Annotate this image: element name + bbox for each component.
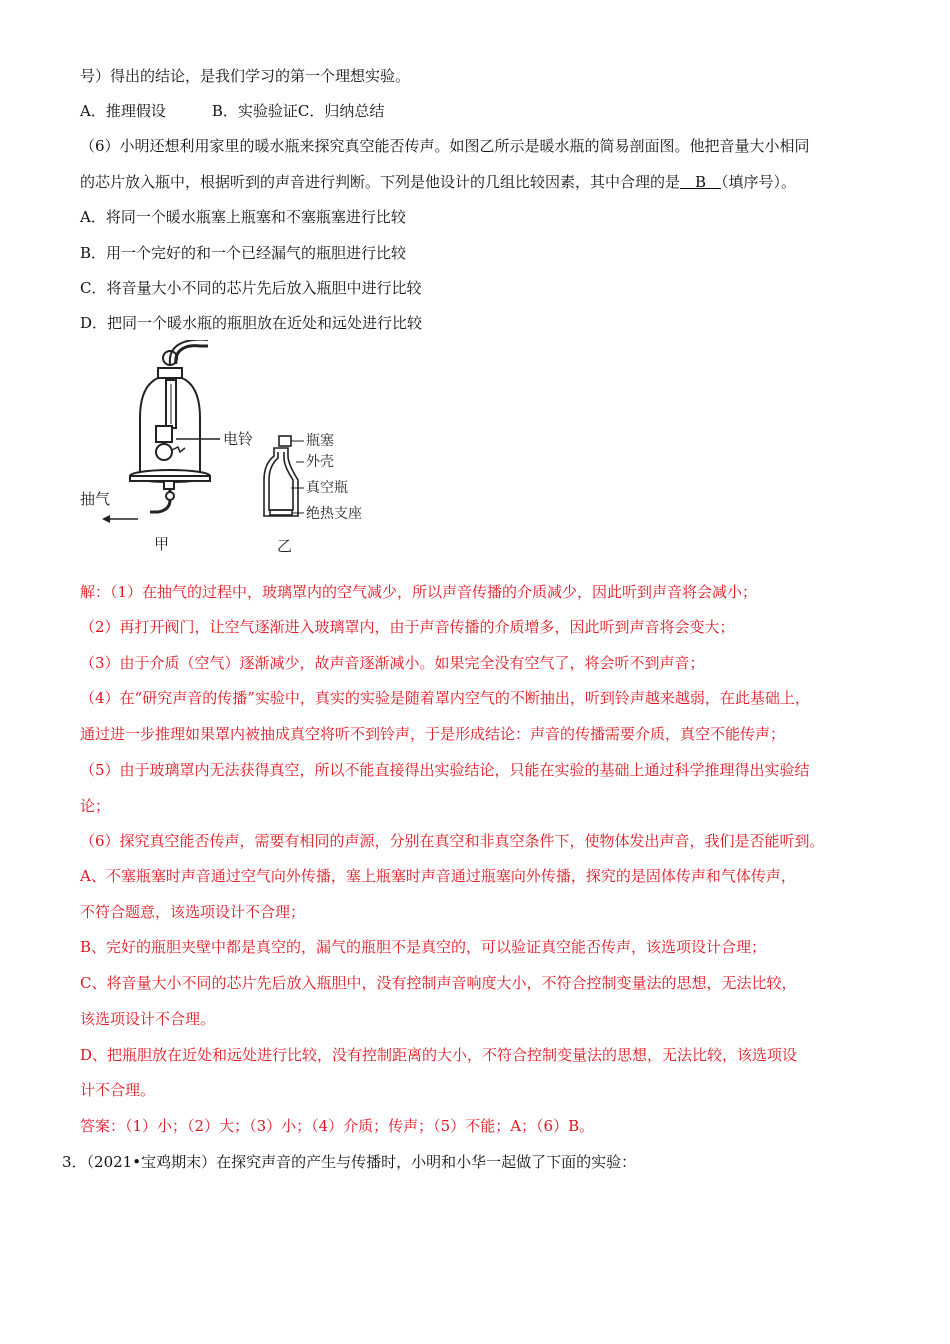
label-jia: 甲: [154, 535, 170, 553]
bell-jar-apparatus: [130, 340, 210, 512]
option-c: C．将音量大小不同的芯片先后放入瓶胆中进行比较: [80, 279, 422, 297]
question-6-line-2: [80, 172, 796, 192]
solution-5-line-1: （5）由于玻璃罩内无法获得真空，所以不能直接得出实验结论，只能在实验的基础上通过科学推理得出实验结: [80, 761, 810, 779]
arrow-left-icon: [102, 515, 138, 523]
option-a: A．将同一个暖水瓶塞上瓶塞和不塞瓶塞进行比较: [80, 208, 406, 226]
options-line-5: [80, 101, 384, 121]
next-question-header: 3．（2021•宝鸡期末）在探究声音的产生与传播时，小明和小华一起做了下面的实验：: [62, 1153, 637, 1171]
thermos-diagram: [264, 436, 304, 516]
solution-2: （2）再打开阀门，让空气逐渐进入玻璃罩内，由于声音传播的介质增多，因此听到声音将会变大；: [80, 618, 735, 636]
solution-a-line-2: 不符合题意，该选项设计不合理；: [80, 903, 306, 921]
question-intro-line: 号）得出的结论，是我们学习的第一个理想实验。: [80, 67, 411, 85]
experiment-figure: [78, 340, 378, 560]
solution-a-line-1: A、不塞瓶塞时声音通过空气向外传播，塞上瓶塞时声音通过瓶塞向外传播，探究的是固体传声和气体传声，: [80, 867, 796, 885]
option-a-reasoning: A．推理假设: [80, 102, 166, 120]
question-6-stem: 的芯片放入瓶中，根据听到的声音进行判断。下列是他设计的几组比较因素，其中合理的是: [80, 173, 681, 191]
label-stopper: 瓶塞: [306, 433, 334, 449]
solution-5-line-2: 论；: [80, 797, 111, 815]
label-yi: 乙: [277, 537, 293, 555]
answer-line: 答案：（1）小；（2）大；（3）小；（4）介质；传声；（5）不能；A；（6）B。: [80, 1117, 595, 1135]
solution-3: （3）由于介质（空气）逐渐减少，故声音逐渐减小。如果完全没有空气了，将会听不到声音；: [80, 654, 705, 672]
label-shell: 外壳: [306, 454, 334, 470]
solution-4-line-1: （4）在“研究声音的传播”实验中，真实的实验是随着罩内空气的不断抽出，听到铃声越来越弱，在此基础上，: [80, 689, 810, 707]
label-vacuum-flask: 真空瓶: [306, 480, 348, 496]
solution-b: B、完好的瓶胆夹壁中都是真空的，漏气的瓶胆不是真空的，可以验证真空能否传声，该选项设计合理；: [80, 938, 767, 956]
solution-c-line-1: C、将音量大小不同的芯片先后放入瓶胆中，没有控制声音响度大小，不符合控制变量法的思想，无法比较，: [80, 974, 797, 992]
answer-blank: B: [680, 173, 722, 191]
solution-1: 解：（1）在抽气的过程中，玻璃罩内的空气减少，所以声音传播的介质减少，因此听到声音将会减小；: [80, 583, 758, 601]
label-pump-air: 抽气: [80, 490, 111, 508]
solution-6: （6）探究真空能否传声，需要有相同的声源，分别在真空和非真空条件下，使物体发出声音，我们是否能听到。: [80, 832, 825, 850]
option-b: B．用一个完好的和一个已经漏气的瓶胆进行比较: [80, 244, 407, 262]
label-insulated-base: 绝热支座: [306, 506, 362, 522]
option-c-induction: C．归纳总结: [297, 102, 385, 120]
question-6-line-1: （6）小明还想利用家里的暖水瓶来探究真空能否传声。如图乙所示是暖水瓶的简易剖面图。他把音量大小相同: [80, 137, 810, 155]
option-b-verification: B．实验验证: [211, 102, 298, 120]
solution-d-line-2: 计不合理。: [80, 1081, 156, 1099]
label-bell: 电铃: [223, 430, 254, 448]
solution-4-line-2: 通过进一步推理如果罩内被抽成真空将听不到铃声，于是形成结论：声音的传播需要介质，真空不能传声；: [80, 725, 786, 743]
option-d: D．把同一个暖水瓶的瓶胆放在近处和远处进行比较: [80, 314, 423, 332]
question-6-fill-hint: （填序号）。: [721, 173, 797, 191]
solution-c-line-2: 该选项设计不合理。: [80, 1010, 216, 1028]
solution-d-line-1: D、把瓶胆放在近处和远处进行比较，没有控制距离的大小，不符合控制变量法的思想，无法比较，该选项设: [80, 1046, 798, 1064]
